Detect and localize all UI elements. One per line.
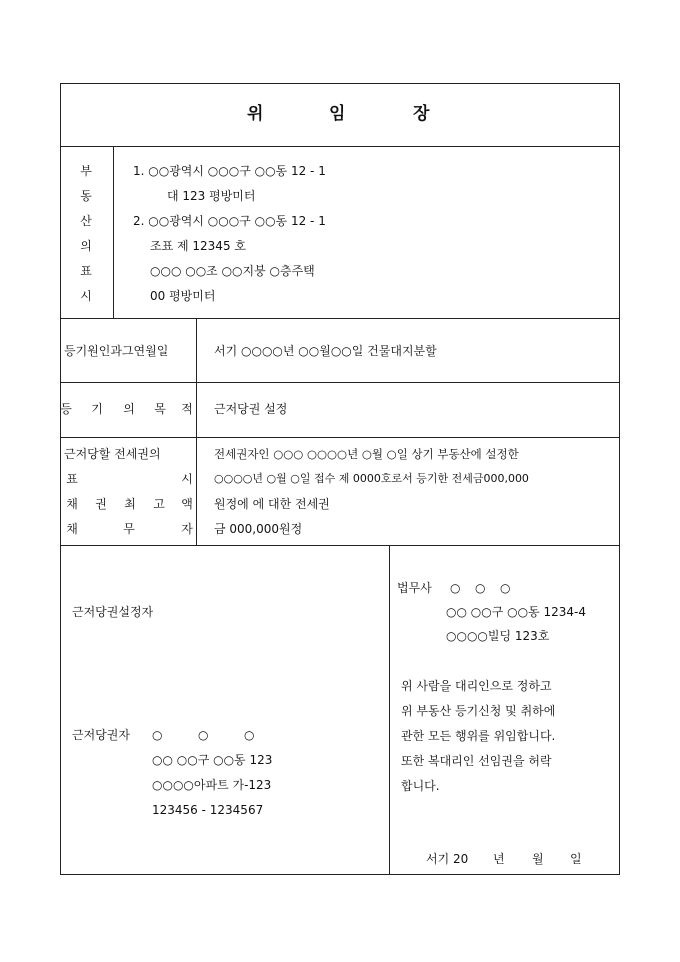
purpose-label-char: 기 — [91, 402, 103, 416]
divider-property — [60, 318, 620, 319]
holder-address-line-2: ○○○○아파트 가-123 — [152, 778, 272, 792]
purpose-value: 근저당권 설정 — [214, 402, 288, 416]
purpose-label-char: 등 — [60, 402, 72, 416]
holder-name-mark: ○ — [198, 728, 209, 742]
setter-label: 근저당권설정자 — [72, 605, 154, 619]
purpose-label-char: 적 — [181, 402, 193, 416]
agent-statement-line-5: 합니다. — [401, 779, 440, 793]
agent-name-mark: ○ — [500, 581, 511, 595]
cause-value: 서기 ○○○○년 ○○월○○일 건물대지분할 — [214, 344, 437, 358]
property-label-char: 의 — [80, 239, 92, 253]
agent-address-line-1: ○○ ○○구 ○○동 1234-4 — [446, 605, 586, 619]
mortgage-label-row4-char: 자 — [181, 522, 193, 536]
divider-parties-agent — [389, 545, 390, 875]
holder-label: 근저당권자 — [72, 728, 130, 742]
mortgage-line-4: 금 000,000원정 — [214, 522, 303, 536]
title-char-2: 임 — [329, 104, 346, 124]
mortgage-label-row1: 근저당할 전세권의 — [64, 447, 161, 461]
property-label-char: 부 — [80, 164, 92, 178]
property-line-3: 2. ○○광역시 ○○○구 ○○동 12 - 1 — [133, 214, 326, 228]
title-char-1: 위 — [247, 104, 264, 124]
mortgage-label-row3-char: 권 — [95, 497, 107, 511]
purpose-label-char: 의 — [123, 402, 135, 416]
holder-name-mark: ○ — [152, 728, 163, 742]
property-label-char: 동 — [80, 189, 92, 203]
mortgage-label-row3-char: 최 — [124, 497, 136, 511]
divider-mortgage — [60, 545, 620, 546]
agent-statement-line-2: 위 부동산 등기신청 및 취하에 — [401, 704, 556, 718]
purpose-label-char: 목 — [154, 402, 166, 416]
divider-purpose — [60, 437, 620, 438]
date-prefix: 서기 20 — [426, 852, 469, 866]
divider-cause — [60, 382, 620, 383]
agent-name-mark: ○ — [475, 581, 486, 595]
property-label-char: 시 — [80, 289, 92, 303]
cause-label: 등기원인과그연월일 — [64, 344, 169, 358]
mortgage-label-row3-char: 액 — [181, 497, 193, 511]
agent-label: 법무사 — [397, 581, 432, 595]
holder-address-line-1: ○○ ○○구 ○○동 123 — [152, 753, 273, 767]
agent-statement-line-4: 또한 복대리인 선임권을 허락 — [401, 754, 552, 768]
property-label-char: 표 — [80, 264, 92, 278]
mortgage-label-row4-char: 무 — [123, 522, 135, 536]
property-line-6: 00 평방미터 — [150, 289, 216, 303]
mortgage-line-1: 전세권자인 ○○○ ○○○○년 ○월 ○일 상기 부동산에 설정한 — [214, 447, 519, 461]
agent-statement-line-3: 관한 모든 행위를 위임합니다. — [401, 729, 556, 743]
date-month: 월 — [532, 852, 544, 866]
holder-name-mark: ○ — [244, 728, 255, 742]
property-line-2: 대 123 평방미터 — [167, 189, 256, 203]
property-line-5: ○○○ ○○조 ○○지붕 ○층주택 — [150, 264, 315, 278]
mortgage-line-3: 원정에 에 대한 전세권 — [214, 497, 330, 511]
divider-property-label — [113, 146, 114, 318]
divider-title — [60, 146, 620, 147]
mortgage-label-row4-char: 채 — [66, 522, 78, 536]
mortgage-line-2: ○○○○년 ○월 ○일 접수 제 0000호로서 등기한 전세금000,000 — [214, 472, 529, 485]
holder-address-line-3: 123456 - 1234567 — [152, 803, 264, 817]
title-char-3: 장 — [413, 104, 430, 124]
property-line-4: 조표 제 12345 호 — [150, 239, 246, 253]
mortgage-label-row3-char: 고 — [153, 497, 165, 511]
agent-address-line-2: ○○○○빌딩 123호 — [446, 629, 550, 643]
property-line-1: 1. ○○광역시 ○○○구 ○○동 12 - 1 — [133, 164, 326, 178]
property-label-char: 산 — [80, 214, 92, 228]
mortgage-label-row2-left: 표 — [66, 472, 78, 486]
date-day: 일 — [570, 852, 582, 866]
agent-statement-line-1: 위 사람을 대리인으로 정하고 — [401, 679, 552, 693]
mortgage-label-row2-right: 시 — [181, 472, 193, 486]
date-year: 년 — [493, 852, 505, 866]
agent-name-mark: ○ — [450, 581, 461, 595]
mortgage-label-row3-char: 채 — [66, 497, 78, 511]
